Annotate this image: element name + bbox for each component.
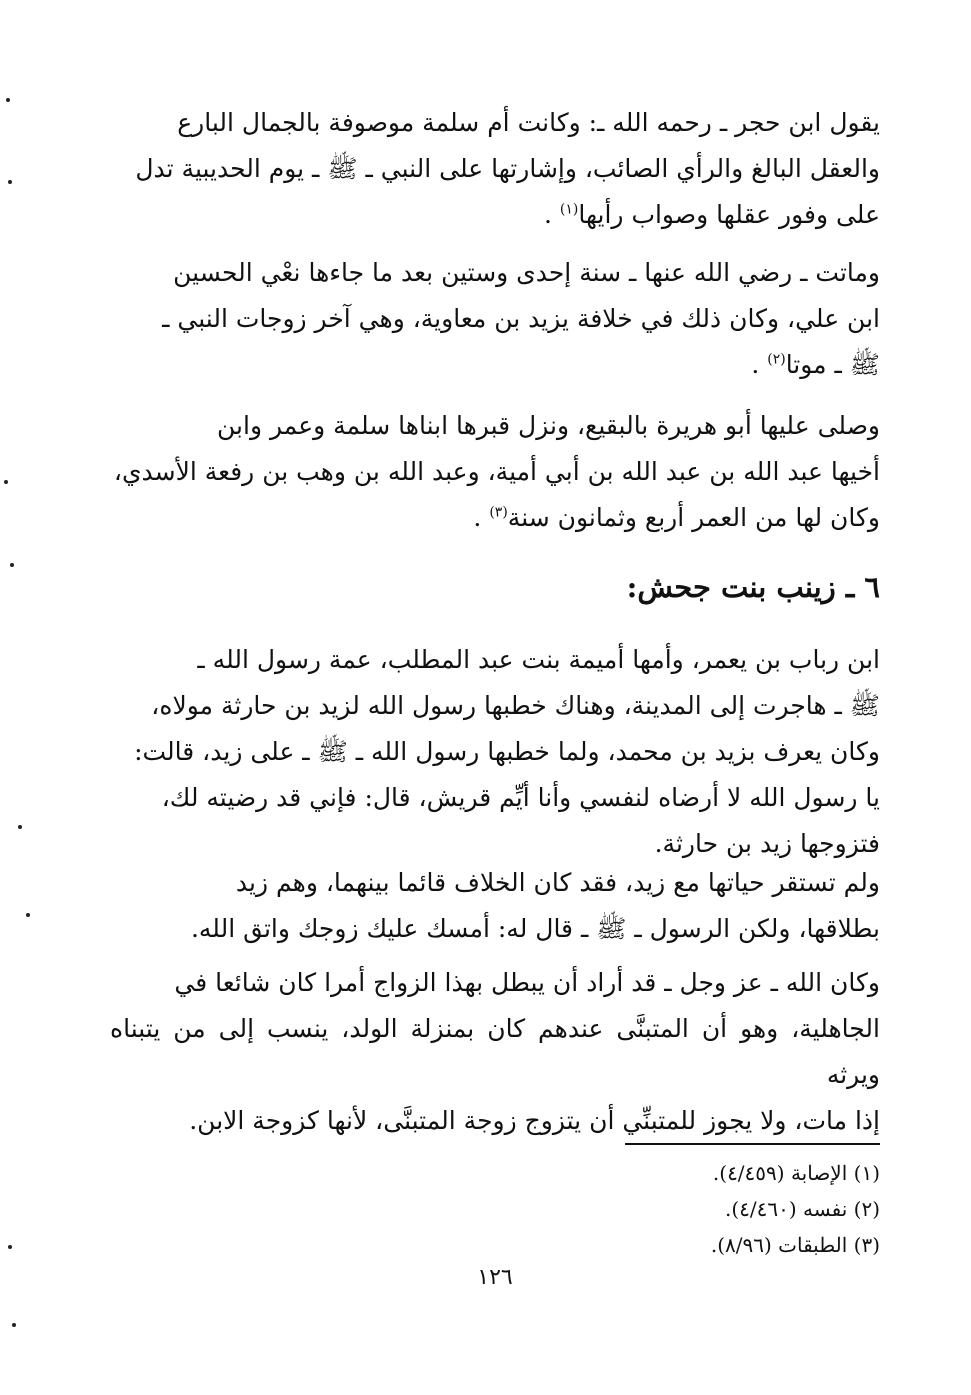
text-line: وصلى عليها أبو هريرة بالبقيع، ونزل قبرها ابناها سلمة وعمر وابن: [217, 411, 880, 440]
paragraph-marriage-difficulty: [110, 860, 880, 952]
scan-speck: [18, 825, 22, 829]
text-line: ولم تستقر حياتها مع زيد، فقد كان الخلاف قائما بينهما، وهم زيد: [235, 868, 880, 897]
text-line: وماتت ـ رضي الله عنها ـ سنة إحدى وستين بعد ما جاءها نعْي الحسين: [173, 258, 880, 287]
text-line: بطلاقها، ولكن الرسول ـ ﷺ ـ قال له: أمسك عليك زوجك واتق الله.: [190, 914, 880, 943]
text-line: ﷺ ـ هاجرت إلى المدينة، وهناك خطبها رسول الله لزيد بن حارثة مولاه،: [151, 691, 880, 720]
text-line: وكان يعرف بزيد بن محمد، ولما خطبها رسول الله ـ ﷺ ـ على زيد، قالت:: [134, 737, 880, 766]
footnote-item: (١) الإصابة (٤/٤٥٩).: [712, 1161, 880, 1185]
footnote-item: (٣) الطبقات (٨/٩٦).: [710, 1233, 880, 1257]
paragraph-funeral: [110, 403, 880, 541]
footnote-marker: (١): [559, 201, 579, 218]
paragraph-adoption-custom: [110, 960, 880, 1144]
footnote-separator: [625, 1143, 880, 1145]
text-line: [110, 192, 880, 238]
text-line: والعقل البالغ والرأي الصائب، وإشارتها على النبي ـ ﷺ ـ يوم الحديبية تدل: [135, 154, 880, 183]
sentence-end: .: [751, 350, 768, 379]
scan-speck: [8, 180, 12, 184]
paragraph-ibn-hajar-quote: [110, 100, 880, 238]
scan-speck: [6, 98, 10, 102]
text-line: يا رسول الله لا أرضاه لنفسي وأنا أيِّم قريش، قال: فإني قد رضيته لك،: [161, 783, 880, 812]
text-line: [110, 342, 880, 388]
footnote-item: (٢) نفسه (٤/٤٦٠).: [724, 1197, 880, 1221]
text-line: [110, 495, 880, 541]
text-line: فتزوجها زيد بن حارثة.: [654, 829, 880, 858]
text-line: وكان الله ـ عز وجل ـ قد أراد أن يبطل بهذا الزواج أمرا كان شائعا في: [174, 968, 880, 997]
paragraph-zaynab-lineage: [110, 637, 880, 867]
text-line: يقول ابن حجر ـ رحمه الله ـ: وكانت أم سلمة موصوفة بالجمال البارع: [177, 108, 880, 137]
text-line-content: وكان لها من العمر أربع وثمانون سنة: [507, 503, 880, 532]
scan-speck: [8, 1245, 12, 1249]
scan-speck: [12, 1323, 16, 1327]
page-number: ١٢٦: [477, 1265, 513, 1290]
text-line-content: ﷺ ـ موتا: [785, 350, 880, 379]
section-heading: ٦ ـ زينب بنت جحش:: [626, 570, 880, 604]
footnote-marker: (٣): [489, 504, 508, 521]
text-line: ابن رباب بن يعمر، وأمها أميمة بنت عبد المطلب، عمة رسول الله ـ: [197, 645, 880, 674]
scan-speck: [10, 563, 14, 567]
text-line-content: على وفور عقلها وصواب رأيها: [578, 200, 880, 229]
sentence-end: .: [473, 503, 490, 532]
scan-speck: [4, 480, 8, 484]
scan-speck: [26, 913, 30, 917]
footnotes: [110, 1155, 880, 1263]
paragraph-death: [110, 250, 880, 388]
text-line: إذا مات، ولا يجوز للمتبنِّي أن يتزوج زوجة المتبنَّى، لأنها كزوجة الابن.: [189, 1106, 880, 1135]
sentence-end: .: [544, 200, 560, 229]
text-line: أخيها عبد الله بن عبد الله بن أبي أمية، وعبد الله بن وهب بن رفعة الأسدي،: [113, 457, 880, 486]
footnote-marker: (٢): [767, 351, 786, 368]
text-line: الجاهلية، وهو أن المتبنَّى عندهم كان بمنزلة الولد، ينسب إلى من يتبناه ويرثه: [110, 1014, 880, 1089]
text-line: ابن علي، وكان ذلك في خلافة يزيد بن معاوية، وهي آخر زوجات النبي ـ: [162, 304, 880, 333]
